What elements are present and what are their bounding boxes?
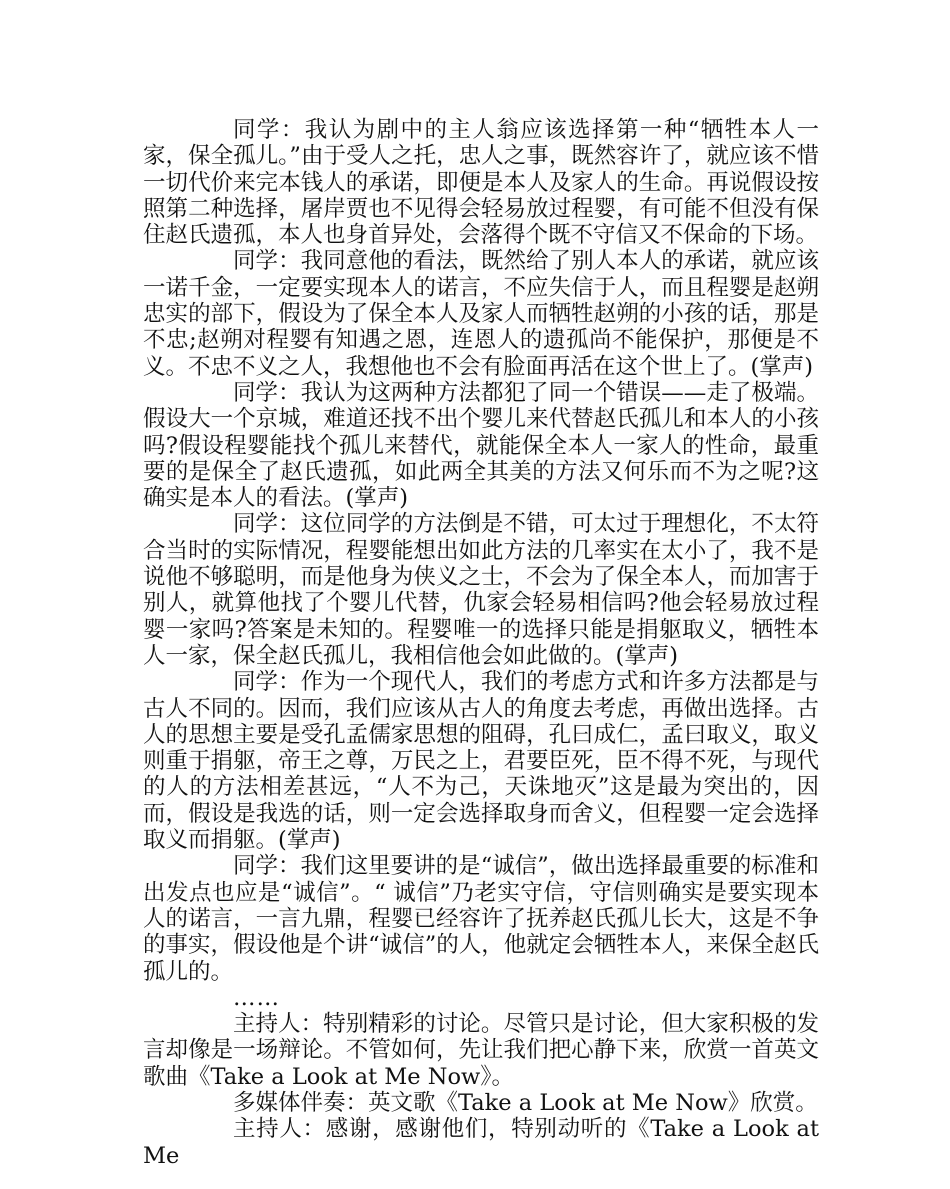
student-paragraph-2: 同学：我同意他的看法，既然给了别人本人的承诺，就应该一诺千金，一定要实现本人的诺言，不应失信于人，而且程婴是赵朔忠实的部下，假设为了保全本人及家人而牺牲赵朔的小孩的话，那是不忠;赵朔对程婴有知遇之恩，连恩人的遗孤尚不能保护，那便是不义。不忠不义之人，我想他也不会有脸面再活在这个世上了。(掌声): [143, 248, 819, 380]
host-paragraph-2: 主持人：感谢，感谢他们，特别动听的《Take a Look at Me: [143, 1116, 819, 1169]
student-paragraph-6: 同学：我们这里要讲的是“诚信”，做出选择最重要的标准和出发点也应是“诚信”。“ 诚信”乃老实守信，守信则确实是要实现本人的诺言，一言九鼎，程婴已经容许了抚养赵氏孤儿长大，这是不争的事实，假设他是个讲“诚信”的人，他就定会牺牲本人，来保全赵氏孤儿的。: [143, 853, 819, 985]
student-paragraph-1: 同学：我认为剧中的主人翁应该选择第一种“牺牲本人一家，保全孤儿。”由于受人之托，忠人之事，既然容许了，就应该不惜一切代价来完本钱人的承诺，即便是本人及家人的生命。再说假设按照第二种选择，屠岸贾也不见得会轻易放过程婴，有可能不但没有保住赵氏遗孤，本人也身首异处，会落得个既不守信又不保命的下场。: [143, 117, 819, 249]
host-paragraph-1: 主持人：特别精彩的讨论。尽管只是讨论，但大家积极的发言却像是一场辩论。不管如何，先让我们把心静下来，欣赏一首英文歌曲《Take a Look at Me Now》。: [143, 1011, 819, 1090]
document-page: [143, 117, 819, 1169]
student-paragraph-3: 同学：我认为这两种方法都犯了同一个错误——走了极端。假设大一个京城，难道还找不出个婴儿来代替赵氏孤儿和本人的小孩吗?假设程婴能找个孤儿来替代，就能保全本人一家人的性命，最重要的是保全了赵氏遗孤，如此两全其美的方法又何乐而不为之呢?这确实是本人的看法。(掌声): [143, 379, 819, 512]
multimedia-line: 多媒体伴奏：英文歌《Take a Look at Me Now》欣赏。: [233, 1089, 818, 1116]
student-paragraph-5: 同学：作为一个现代人，我们的考虑方式和许多方法都是与古人不同的。因而，我们应该从古人的角度去考虑，再做出选择。古人的思想主要是受孔孟儒家思想的阻碍，孔曰成仁，孟曰取义，取义则重于捐躯，帝王之尊，万民之上，君要臣死，臣不得不死，与现代的人的方法相差甚远，“人不为己，天诛地灭”这是最为突出的，因而，假设是我选的话，则一定会选择取身而舍义，但程婴一定会选择取义而捐躯。(掌声): [143, 669, 819, 854]
student-paragraph-4: 同学：这位同学的方法倒是不错，可太过于理想化，不太符合当时的实际情况，程婴能想出如此方法的几率实在太小了，我不是说他不够聪明，而是他身为侠义之士，不会为了保全本人，而加害于别人，就算他找了个婴儿代替，仇家会轻易相信吗?他会轻易放过程婴一家吗?答案是未知的。程婴唯一的选择只能是捐躯取义，牺牲本人一家，保全赵氏孤儿，我相信他会如此做的。(掌声): [143, 511, 819, 669]
ellipsis-line: ……: [233, 984, 280, 1011]
